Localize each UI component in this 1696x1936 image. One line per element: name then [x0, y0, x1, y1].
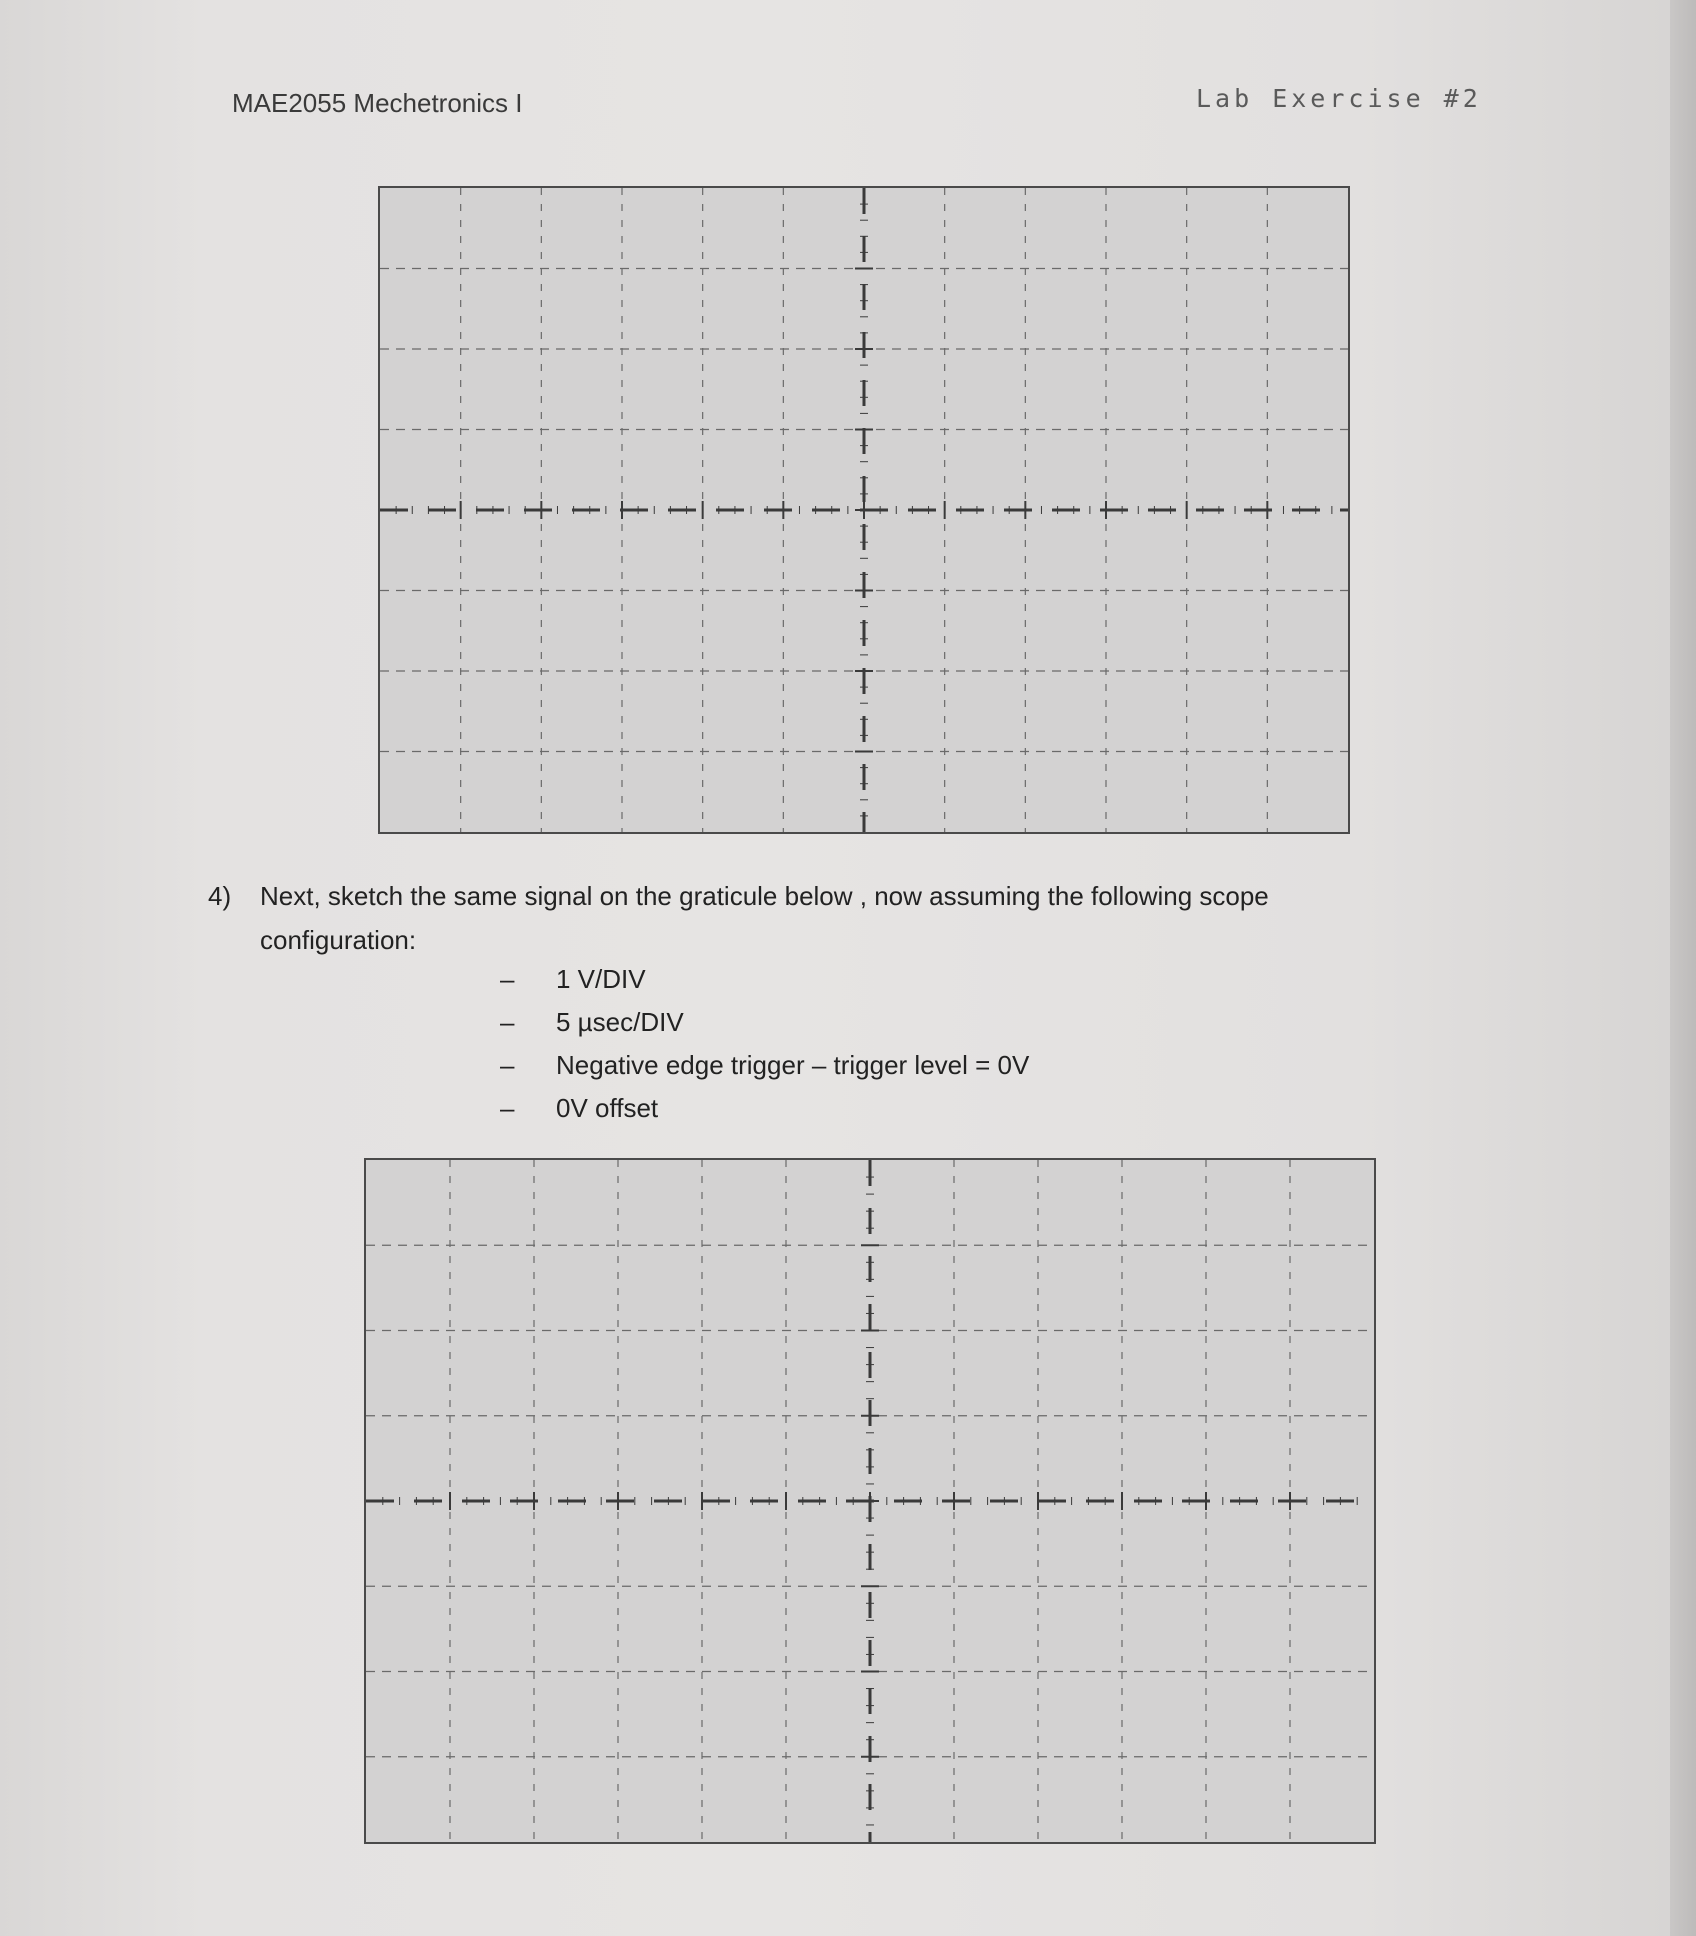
graticule-grid-bottom [366, 1160, 1374, 1842]
list-dash: – [500, 964, 515, 994]
config-item-text: Negative edge trigger – trigger level = 0V [556, 1050, 1030, 1080]
list-dash: – [500, 1093, 515, 1123]
oscilloscope-graticule-top [378, 186, 1350, 834]
question-number: 4) [208, 881, 232, 911]
list-dash: – [500, 1007, 515, 1037]
question-text: Next, sketch the same signal on the graticule below , now assuming the following scope configuration: [260, 881, 1269, 955]
oscilloscope-graticule-bottom [364, 1158, 1376, 1844]
scope-configuration-list [500, 958, 1029, 1130]
page-edge [1670, 0, 1696, 1936]
config-item-offset [500, 1087, 1029, 1130]
list-dash: – [500, 1050, 515, 1080]
course-title: MAE2055 Mechetronics I [232, 88, 523, 118]
config-item-text: 0V offset [556, 1093, 659, 1123]
config-item-text: 1 V/DIV [556, 964, 646, 994]
config-item-text: 5 µsec/DIV [556, 1007, 684, 1037]
config-item-trigger [500, 1044, 1029, 1087]
exercise-title: Lab Exercise #2 [1196, 84, 1482, 113]
graticule-grid-top [380, 188, 1348, 832]
config-item-volts-per-div [500, 958, 1029, 1001]
config-item-time-per-div [500, 1001, 1029, 1044]
